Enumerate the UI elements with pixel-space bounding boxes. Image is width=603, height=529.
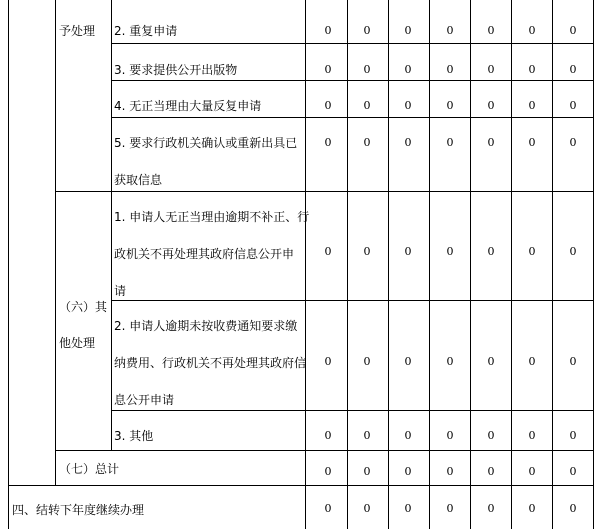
value-cell: 0 [528,355,536,368]
row-item-label: 2. 重复申请 [114,24,178,38]
value-cell: 0 [487,24,495,37]
value-cell: 0 [404,355,412,368]
value-cell: 0 [363,245,371,258]
value-cell: 0 [528,465,536,478]
value-cell: 0 [324,465,332,478]
value-cell: 0 [324,136,332,149]
value-cell: 0 [446,429,454,442]
value-cell: 0 [363,502,371,515]
value-cell: 0 [446,136,454,149]
category-label: 予处理 [59,24,96,38]
value-cell: 0 [446,63,454,76]
value-cell: 0 [569,465,577,478]
value-cell: 0 [324,99,332,112]
value-cell: 0 [528,63,536,76]
value-cell: 0 [404,429,412,442]
value-cell: 0 [446,465,454,478]
value-cell: 0 [528,429,536,442]
value-cell: 0 [487,502,495,515]
value-cell: 0 [363,24,371,37]
value-cell: 0 [569,136,577,149]
table-border-left [8,0,9,529]
row-item-label: 3. 其他 [114,429,154,443]
row-divider [111,43,594,44]
value-cell: 0 [528,136,536,149]
value-cell: 0 [528,502,536,515]
value-cell: 0 [487,136,495,149]
value-cell: 0 [569,63,577,76]
row-item-label: 1. 申请人无正当理由逾期不补正、行 政机关不再处理其政府信息公开申 请 [114,210,310,298]
row-item-label: 3. 要求提供公开出版物 [114,63,238,77]
value-cell: 0 [528,24,536,37]
value-cell: 0 [487,63,495,76]
value-cell: 0 [324,63,332,76]
row-item-label: 5. 要求行政机关确认或重新出具已 获取信息 [114,136,298,187]
value-cell: 0 [487,245,495,258]
value-cell: 0 [569,99,577,112]
value-cell: 0 [569,355,577,368]
value-cell: 0 [363,63,371,76]
value-cell: 0 [446,99,454,112]
value-cell: 0 [446,502,454,515]
value-cell: 0 [446,24,454,37]
value-cell: 0 [569,24,577,37]
row-item-label: 2. 申请人逾期未按收费通知要求缴 纳费用、行政机关不再处理其政府信 息公开申请 [114,319,307,407]
value-cell: 0 [363,136,371,149]
value-cell: 0 [487,99,495,112]
value-cell: 0 [404,136,412,149]
value-cell: 0 [487,465,495,478]
category-column-divider [55,0,56,485]
category-label: （七）总计 [59,462,120,476]
value-cell: 0 [487,355,495,368]
value-cell: 0 [363,99,371,112]
value-cell: 0 [324,502,332,515]
value-cell: 0 [404,99,412,112]
value-cell: 0 [324,429,332,442]
value-cell: 0 [528,245,536,258]
category-label: 四、结转下年度继续办理 [12,503,145,517]
value-cell: 0 [569,429,577,442]
value-cell: 0 [363,465,371,478]
row-item-label: 4. 无正当理由大量反复申请 [114,99,262,113]
value-cell: 0 [363,355,371,368]
value-cell: 0 [569,502,577,515]
item-column-divider [111,0,112,450]
value-cell: 0 [404,245,412,258]
value-cell: 0 [324,245,332,258]
value-cell: 0 [404,465,412,478]
value-cell: 0 [404,24,412,37]
value-cell: 0 [404,63,412,76]
value-cell: 0 [446,245,454,258]
category-label: （六）其 他处理 [59,300,108,350]
value-cell: 0 [528,99,536,112]
value-cell: 0 [446,355,454,368]
value-cell: 0 [324,355,332,368]
value-cell: 0 [324,24,332,37]
value-cell: 0 [487,429,495,442]
value-cell: 0 [363,429,371,442]
value-cell: 0 [404,502,412,515]
value-cell: 0 [569,245,577,258]
